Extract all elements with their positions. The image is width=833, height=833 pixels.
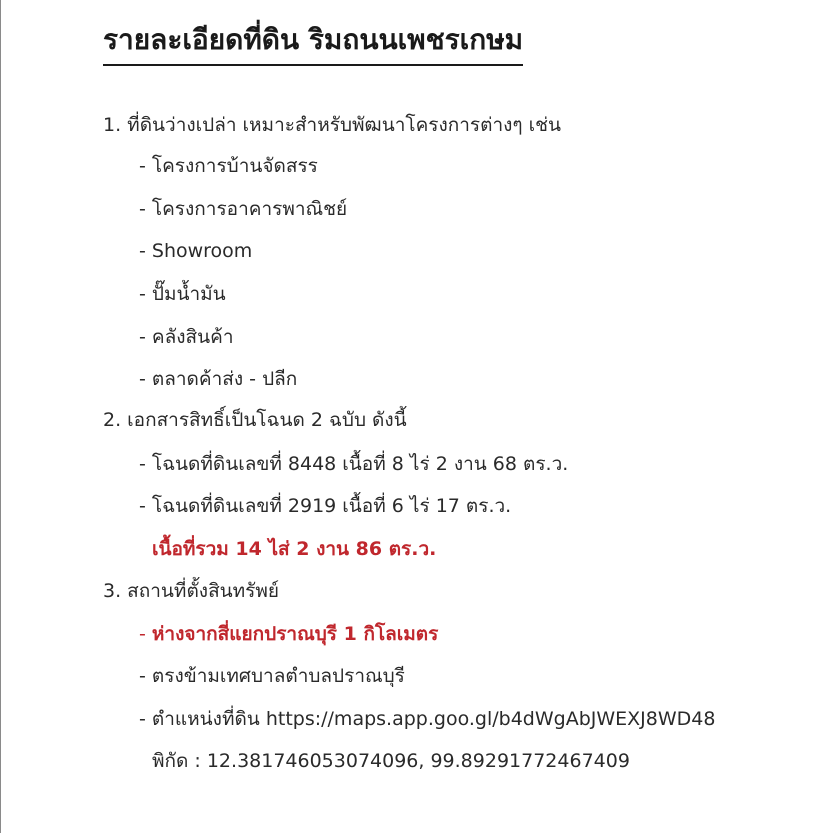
map-link-item: - ตำแหน่งที่ดิน https://maps.app.goo.gl/b4dWgAbJWEXJ8WD48: [139, 708, 716, 730]
list-item: - โฉนดที่ดินเลขที่ 8448 เนื้อที่ 8 ไร่ 2 งาน 68 ตร.ว.: [139, 453, 569, 475]
list-item: - คลังสินค้า: [139, 326, 234, 348]
section-3-heading: 3. สถานที่ตั้งสินทรัพย์: [103, 580, 280, 602]
list-item: - ปั๊มน้ำมัน: [139, 283, 226, 305]
coordinates-text: พิกัด : 12.381746053074096, 99.89291772467409: [152, 750, 630, 772]
list-item: - ตลาดค้าส่ง - ปลีก: [139, 368, 298, 390]
list-dash: -: [139, 623, 146, 645]
distance-highlight-row: [139, 621, 438, 647]
list-item: - ตรงข้ามเทศบาลตำบลปราณบุรี: [139, 665, 405, 687]
list-item: - โครงการบ้านจัดสรร: [139, 155, 318, 177]
list-item: - โฉนดที่ดินเลขที่ 2919 เนื้อที่ 6 ไร่ 17 ตร.ว.: [139, 495, 512, 517]
distance-highlight: ห่างจากสี่แยกปราณบุรี 1 กิโลเมตร: [151, 623, 439, 645]
total-area-highlight: เนื้อที่รวม 14 ไส่ 2 งาน 86 ตร.ว.: [152, 538, 437, 560]
section-2-heading: 2. เอกสารสิทธิ์เป็นโฉนด 2 ฉบับ ดังนี้: [103, 409, 407, 431]
section-1-heading: 1. ที่ดินว่างเปล่า เหมาะสำหรับพัฒนาโครงการต่างๆ เช่น: [103, 114, 562, 136]
document-title: รายละเอียดที่ดิน ริมถนนเพชรเกษม: [103, 22, 523, 66]
list-item: - โครงการอาคารพาณิชย์: [139, 198, 348, 220]
list-item: - Showroom: [139, 240, 253, 262]
